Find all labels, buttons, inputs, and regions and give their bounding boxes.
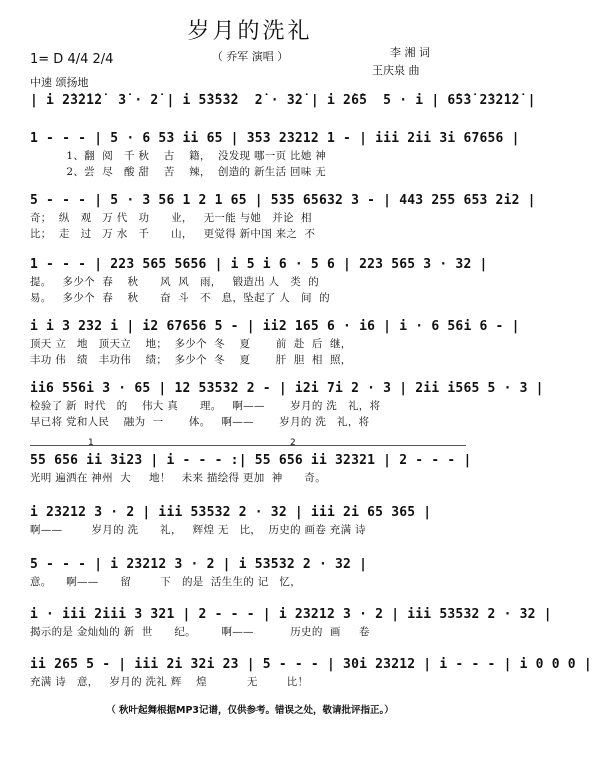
score-system-4 bbox=[30, 256, 488, 306]
notation-line: 55 656 ii 3i23 | i - - - :| 55 656 ii 32321 | 2 - - - | bbox=[30, 453, 472, 468]
lyric-line: 丰功 伟 绩 丰功伟 绩； 多少个 冬 夏 肝 胆 相 照， bbox=[30, 354, 352, 366]
lyric-line: 2、尝 尽 酸 甜 苦 辣， 创造的 新生活 回味 无 bbox=[30, 166, 327, 178]
notation-line: i · iii 2iii 3 321 | 2 - - - | i 23212 3 · 2 | iii 53532 2 · 32 | bbox=[30, 607, 552, 622]
lyric-line: 光明 遍洒在 神州 大 地！ 未来 描绘得 更加 神 奇。 bbox=[30, 472, 327, 484]
singer-credit: （ 乔军 演唱 ） bbox=[211, 50, 289, 63]
score-system-5 bbox=[30, 318, 520, 368]
score-system-7 bbox=[30, 452, 472, 486]
lyric-line: 1、翻 阅 千 秋 古 籍， 没发现 哪一页 比她 神 bbox=[30, 150, 327, 162]
composer-credit: 王庆泉 曲 bbox=[372, 64, 420, 77]
lyric-line: 顶天 立 地 顶天立 地； 多少个 冬 夏 前 赴 后 继， bbox=[30, 338, 352, 350]
notation-line: 5 - - - | i 23212 3 · 2 | i 53532 2 · 32 | bbox=[30, 557, 368, 572]
lyric-line: 比； 走 过 万 水 千 山， 更觉得 新中国 来之 不 bbox=[30, 228, 316, 240]
score-system-9 bbox=[30, 556, 460, 590]
lyric-line: 提。 多少个 春 秋 风 风 雨， 锻造出 人 类 的 bbox=[30, 276, 320, 288]
notation-line: 1 - - - | 5 · 6 53 ii 65 | 353 23212 1 - | iii 2ii 3i 67656 | bbox=[30, 131, 520, 146]
lyric-line: 奇； 纵 观 万 代 功 业， 无一能 与她 并论 相 bbox=[30, 212, 312, 224]
notation-line: 5 - - - | 5 · 3 56 1 2 1 65 | 535 65632 3 - | 443 255 653 2i2 | bbox=[30, 193, 536, 208]
lyric-line: 检验了 新 时代 的 伟大 真 理。 啊—— 岁月的 洗 礼，将 bbox=[30, 400, 381, 412]
volta-1-label: 1 bbox=[88, 438, 94, 448]
notation-line: i i 3 232 i | i2 67656 5 - | ii2 165 6 · i6 | i · 6 56i 6 - | bbox=[30, 319, 520, 334]
notation-line: i 23212 3 · 2 | iii 53532 2 · 32 | iii 2i 65 365 | bbox=[30, 505, 432, 520]
page-title: 岁月的洗礼 bbox=[187, 19, 313, 44]
notation-line: ii 265 5 - | iii 2i 32i 23 | 5 - - - | 30i 23212 | i - - - | i 0 0 0 | bbox=[30, 657, 592, 672]
tempo-marking: 中速 颂扬地 bbox=[30, 76, 89, 89]
footer-note: （ 秋叶起舞根据MP3记谱，仅供参考。错误之处，敬请批评指正。） bbox=[106, 705, 394, 716]
key-signature: 1= D 4/4 2/4 bbox=[30, 52, 114, 67]
lyric-line: 充满 诗 意， 岁月的 洗礼 辉 煌 无 比！ bbox=[30, 676, 309, 688]
score-system-3 bbox=[30, 192, 536, 242]
lyricist-credit: 李 湘 词 bbox=[390, 46, 430, 59]
score-system-10 bbox=[30, 606, 552, 640]
notation-line: 1 - - - | 223 565 5656 | i 5 i 6 · 5 6 | 223 565 3 · 32 | bbox=[30, 257, 488, 272]
lyric-line: 意。 啊—— 留 下 的是 活生生的 记 忆， bbox=[30, 576, 302, 588]
score-system-6 bbox=[30, 380, 544, 430]
volta-line bbox=[30, 445, 466, 446]
score-system-8 bbox=[30, 504, 460, 538]
notation-line: ii6 556i 3 · 65 | 12 53532 2 - | i2i 7i 2 · 3 | 2ii i565 5 · 3 | bbox=[30, 381, 544, 396]
lyric-line: 早已将 党和人民 融为 一 体。 啊—— 岁月的 洗 礼，将 bbox=[30, 416, 370, 428]
score-system-1 bbox=[30, 92, 536, 110]
lyric-line: 揭示的是 金灿灿的 新 世 纪。 啊—— 历史的 画 卷 bbox=[30, 626, 370, 638]
lyric-line: 易。 多少个 春 秋 奋 斗 不 息，坠起了 人 间 的 bbox=[30, 292, 330, 304]
lyric-line: 啊—— 岁月的 洗 礼， 辉煌 无 比， 历史的 画卷 充满 诗 bbox=[30, 524, 366, 536]
notation-line: | i 2̇3̇2̇1̇2̇ 3̇ · 2̇ | i 5̇3̇5̇3̇2 2̇ · 3̇2̇ | i 2̇6̇5 5 · i | 6̇5̇3̇ 2̇3̇2̇1̇2̇ | bbox=[30, 93, 536, 108]
score-system-2 bbox=[30, 130, 520, 180]
score-system-11 bbox=[30, 656, 592, 690]
volta-2-label: 2 bbox=[290, 438, 296, 448]
